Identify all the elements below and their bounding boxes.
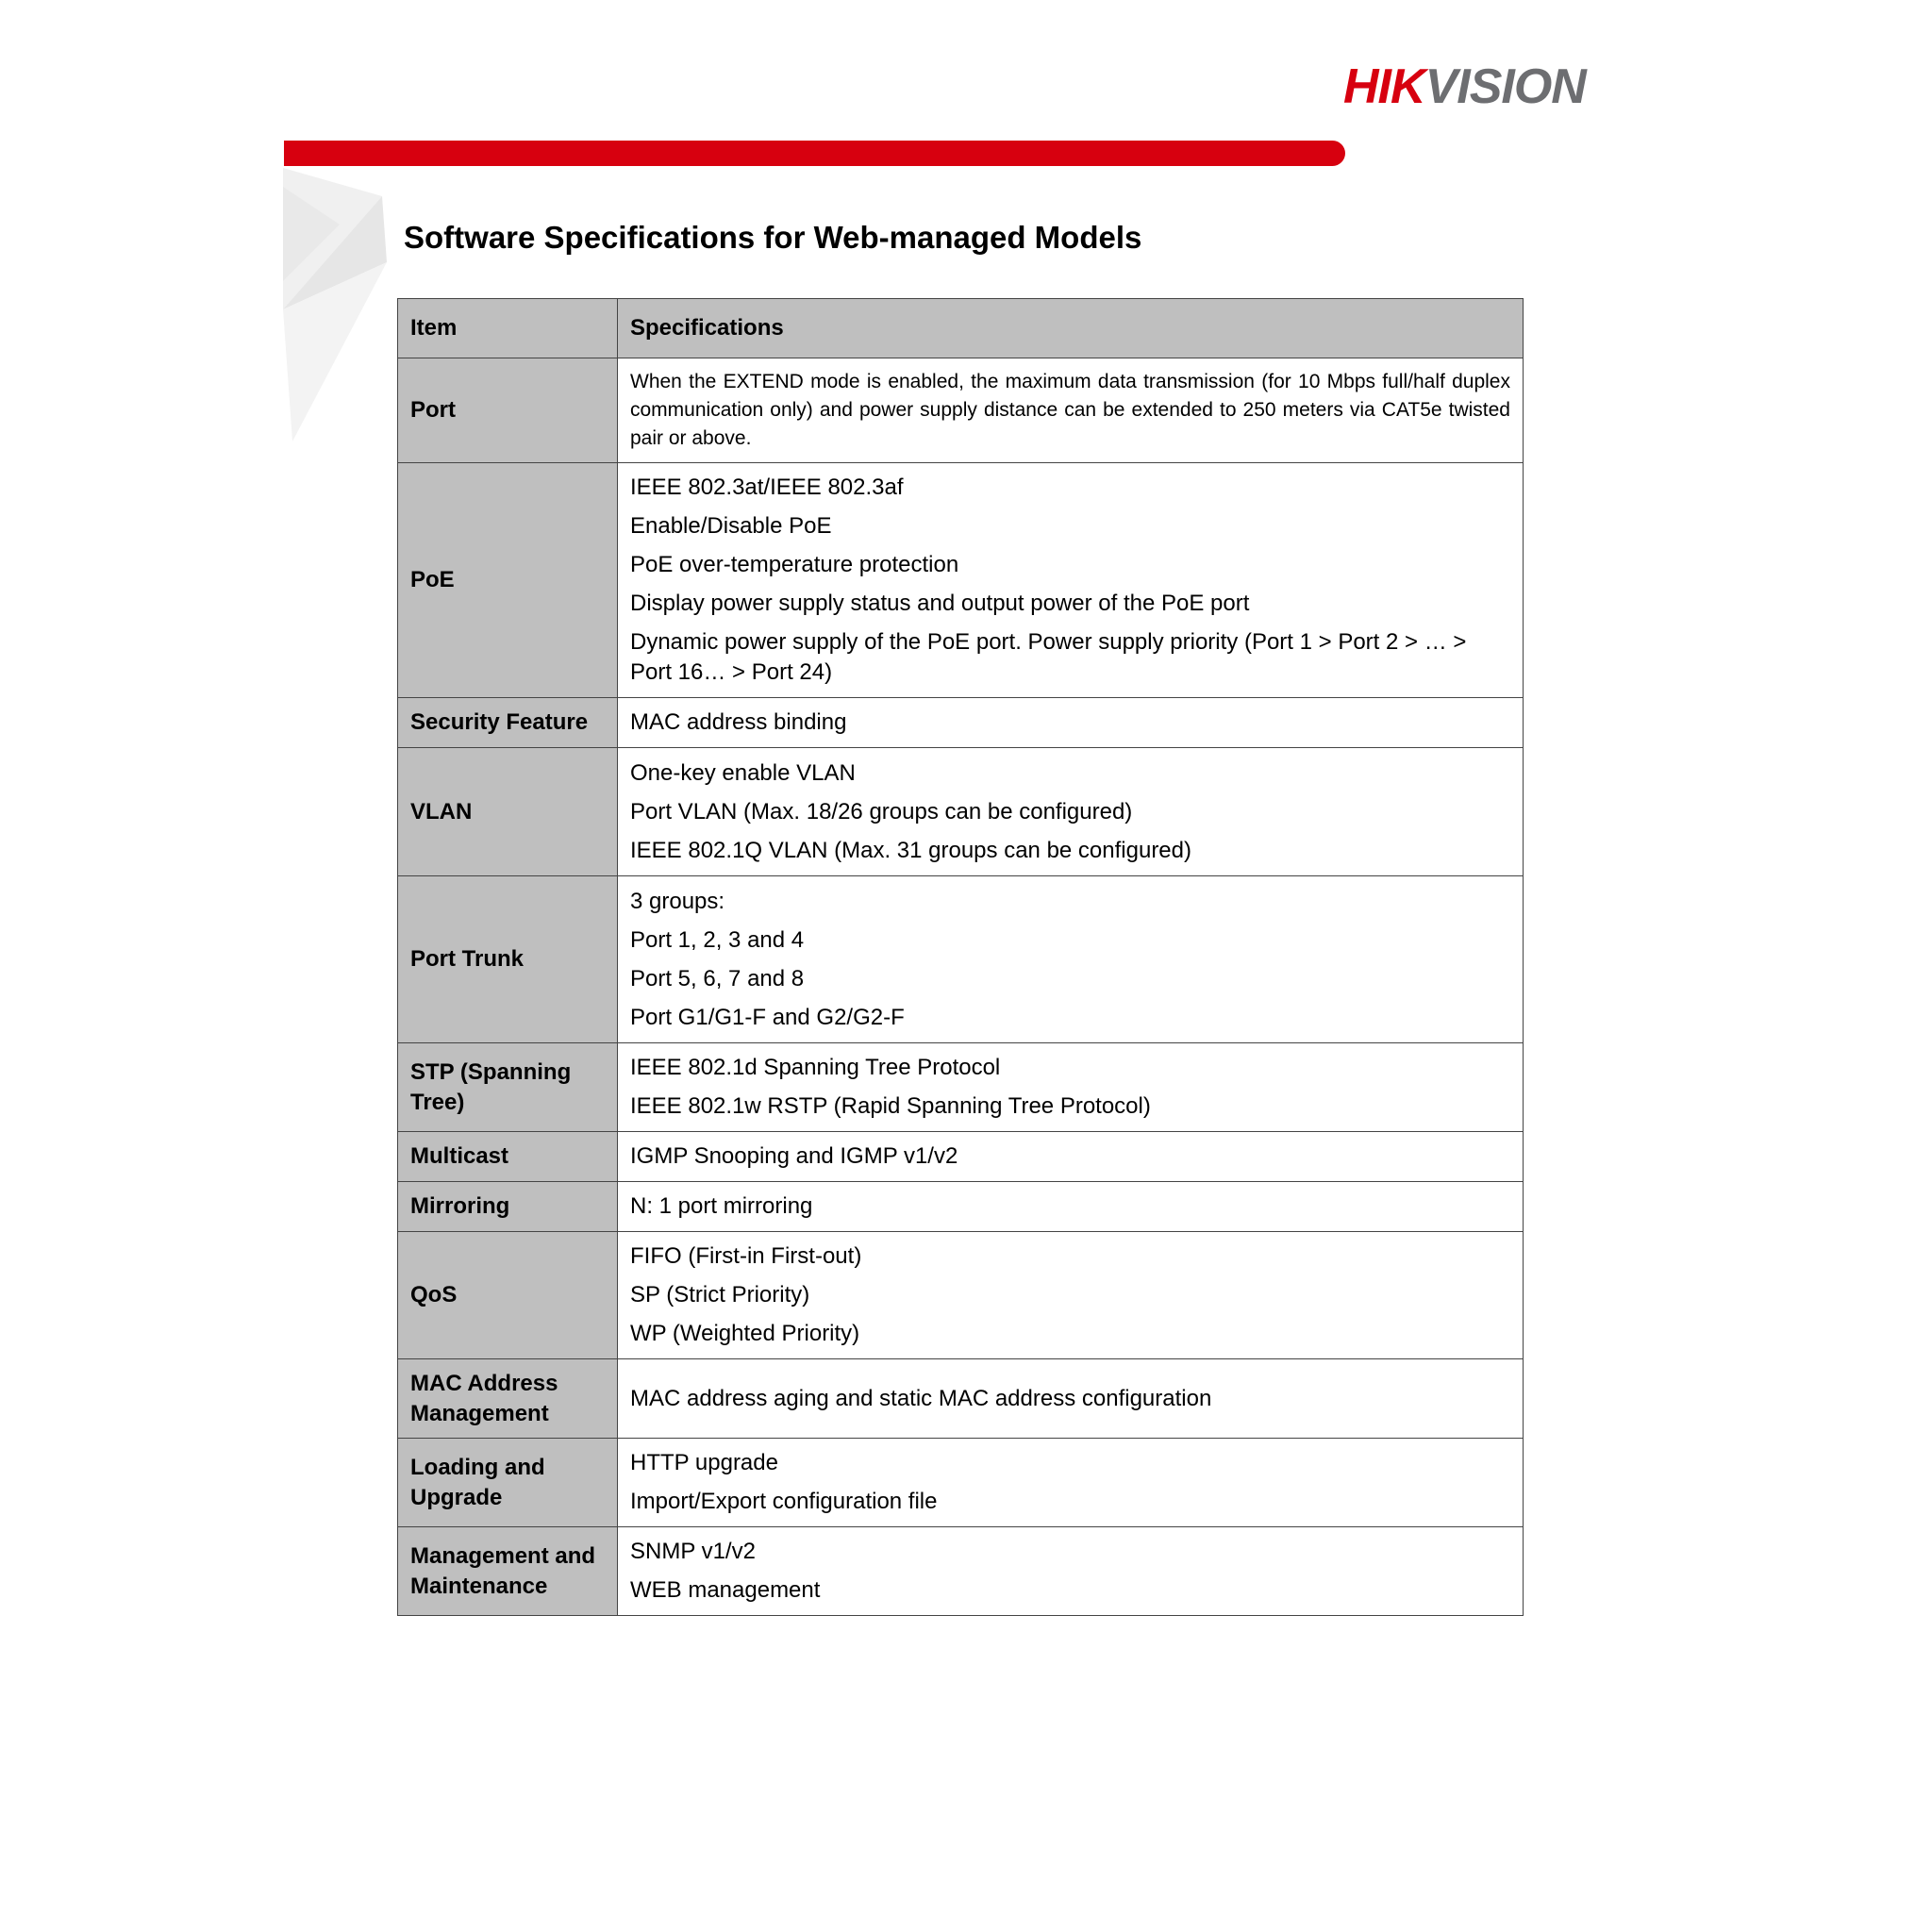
spec-line: Port 1, 2, 3 and 4 (630, 926, 805, 953)
row-specs (618, 1182, 1524, 1232)
table-row-management-and-maintenance (398, 1527, 1524, 1616)
spec-line: IGMP Snooping and IGMP v1/v2 (630, 1143, 958, 1169)
spec-line: Port 5, 6, 7 and 8 (630, 965, 805, 991)
spec-line: Port G1/G1-F and G2/G2-F (630, 1004, 905, 1030)
spec-line: IEEE 802.1d Spanning Tree Protocol (630, 1055, 1001, 1080)
spec-line: Display power supply status and output power of the PoE port (630, 591, 1250, 616)
row-label: Mirroring (398, 1182, 618, 1232)
row-specs (618, 1132, 1524, 1182)
row-label: Management and Maintenance (398, 1527, 618, 1616)
table-row-qos (398, 1232, 1524, 1359)
row-label: Loading and Upgrade (398, 1439, 618, 1527)
specifications-table (397, 298, 1524, 1616)
column-header-specifications: Specifications (618, 299, 1524, 358)
spec-line: Enable/Disable PoE (630, 513, 832, 539)
row-label: Security Feature (398, 698, 618, 748)
row-label: Multicast (398, 1132, 618, 1182)
spec-line: IEEE 802.1w RSTP (Rapid Spanning Tree Protocol) (630, 1093, 1151, 1119)
spec-line: N: 1 port mirroring (630, 1193, 813, 1219)
row-label: Port Trunk (398, 876, 618, 1043)
row-label: MAC Address Management (398, 1359, 618, 1439)
table-row-vlan (398, 748, 1524, 876)
row-label: QoS (398, 1232, 618, 1359)
row-label: PoE (398, 463, 618, 698)
row-specs (618, 1527, 1524, 1616)
spec-line: IEEE 802.3at/IEEE 802.3af (630, 475, 904, 500)
row-specs (618, 463, 1524, 698)
spec-line: Port VLAN (Max. 18/26 groups can be configured) (630, 798, 1133, 824)
header-red-bar (284, 141, 1345, 166)
logo-part-vision: VISION (1424, 59, 1586, 114)
spec-line: Dynamic power supply of the PoE port. Power supply priority (Port 1 > Port 2 > … > Port 16… > Port 24) (630, 629, 1467, 685)
row-specs (618, 1043, 1524, 1132)
table-row-security-feature (398, 698, 1524, 748)
row-specs (618, 698, 1524, 748)
row-specs (618, 748, 1524, 876)
column-header-item: Item (398, 299, 618, 358)
page-title: Software Specifications for Web-managed Models (404, 220, 1142, 255)
spec-line: Import/Export configuration file (630, 1489, 938, 1514)
spec-line: PoE over-temperature protection (630, 552, 959, 577)
spec-line: One-key enable VLAN (630, 759, 856, 786)
spec-line: FIFO (First-in First-out) (630, 1243, 862, 1269)
spec-line: SNMP v1/v2 (630, 1539, 756, 1564)
table-row-multicast (398, 1132, 1524, 1182)
table-row-mac-address-management (398, 1359, 1524, 1439)
decorative-triangles-graphic (283, 168, 396, 451)
table-row-loading-and-upgrade (398, 1439, 1524, 1527)
hikvision-logo (1343, 59, 1586, 114)
table-row-poe (398, 463, 1524, 698)
table-row-port-trunk (398, 876, 1524, 1043)
row-specs (618, 876, 1524, 1043)
row-specs (618, 358, 1524, 463)
logo-part-hik: HIK (1343, 59, 1425, 114)
table-header-row (398, 299, 1524, 358)
row-specs (618, 1439, 1524, 1527)
spec-line: When the EXTEND mode is enabled, the maximum data transmission (for 10 Mbps full/half duplex communication only) and power supply distance can be extended to 250 meters via CAT5e twisted pair or above. (630, 371, 1510, 449)
spec-line: WEB management (630, 1577, 821, 1603)
spec-line: 3 groups: (630, 888, 725, 914)
spec-line: SP (Strict Priority) (630, 1282, 810, 1307)
table-row-mirroring (398, 1182, 1524, 1232)
spec-line: HTTP upgrade (630, 1450, 778, 1475)
spec-line: MAC address binding (630, 709, 847, 735)
row-label: Port (398, 358, 618, 463)
row-label: STP (Spanning Tree) (398, 1043, 618, 1132)
table-row-stp (398, 1043, 1524, 1132)
row-specs (618, 1232, 1524, 1359)
spec-line: MAC address aging and static MAC address configuration (630, 1385, 1212, 1411)
spec-line: WP (Weighted Priority) (630, 1321, 860, 1346)
row-label: VLAN (398, 748, 618, 876)
table-row-port (398, 358, 1524, 463)
row-specs (618, 1359, 1524, 1439)
spec-line: IEEE 802.1Q VLAN (Max. 31 groups can be configured) (630, 837, 1191, 863)
